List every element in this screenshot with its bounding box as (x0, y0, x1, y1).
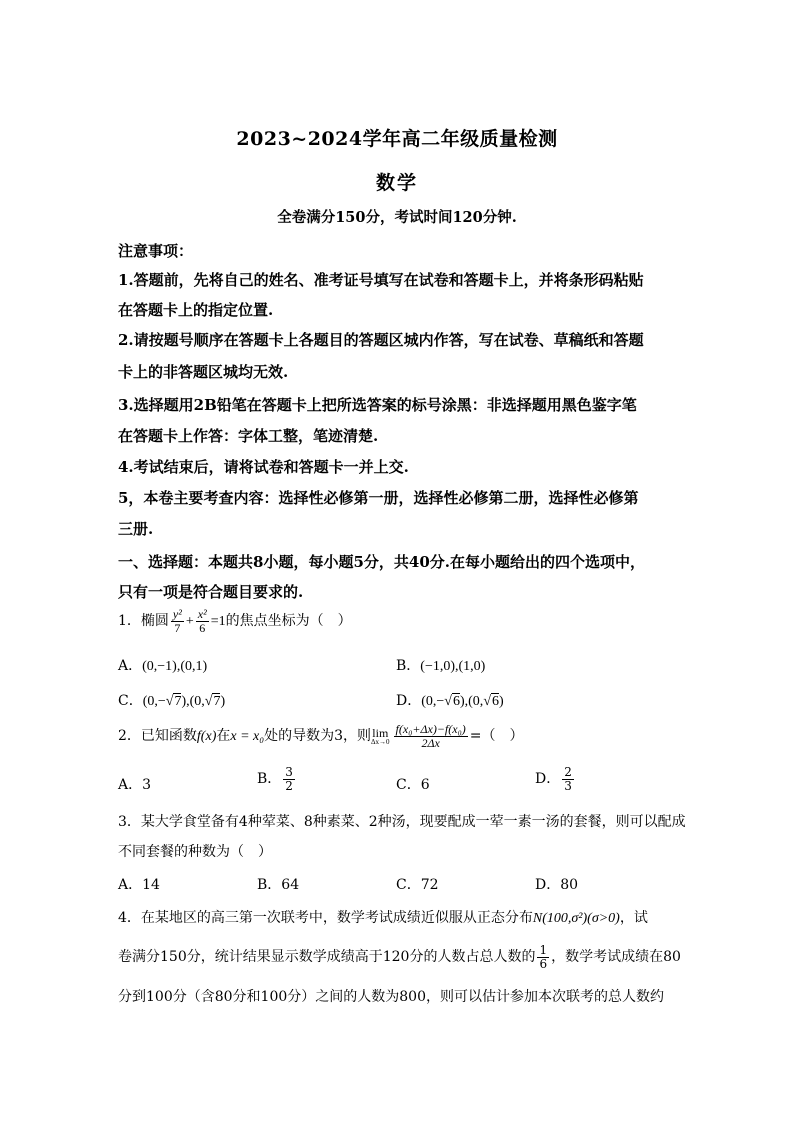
q1-option-a: A．(0,−1),(0,1) (118, 658, 208, 674)
question-4: 4．在某地区的高三第一次联考中，数学考试成绩近似服从正态分布N(100,σ²)(σ>0)，试 (118, 910, 648, 926)
note-line: 2.请按题号顺序在答题卡上各题目的答题区城内作答，写在试卷、草稿纸和答题 (118, 331, 644, 349)
question-3: 3．某大学食堂备有4种荤菜、8种素菜、2种汤，现要配成一荤一素一汤的套餐，则可以配成 (118, 814, 686, 830)
question-4-cont: 卷满分150分，统计结果显示数学成绩高于120分的人数占总人数的 $\frac{1}{6}$ ，数学考试成绩在80 (118, 943, 681, 971)
notes-heading: 注意事项： (118, 242, 194, 260)
q4-distribution: N(100,σ²)(σ>0) (532, 911, 620, 926)
q2-option-c: C．6 (396, 777, 430, 793)
note-line: 1.答题前，先将自己的姓名、准考证号填写在试卷和答题卡上，并将条形码粘贴 (118, 271, 644, 289)
q3-option-c: C．72 (396, 877, 439, 893)
section-heading: 一、选择题：本题共8小题，每小题5分，共40分.在每小题给出的四个选项中， (118, 553, 645, 571)
question-1: 1．椭圆 $\frac{\text{y²}}{7}$ + $\frac{\text{x²}}{6}$ =1的焦点坐标为（ ） (118, 607, 352, 635)
q3-option-a: A．14 (118, 877, 160, 893)
note-line: 3.选择题用2B铅笔在答题卡上把所选答案的标号涂黑：非选择题用黑色鉴字笔 (118, 396, 637, 414)
note-line: 卡上的非答题区城均无效. (118, 363, 289, 381)
q2-option-b: B． $\frac{3}{2}$ (257, 765, 293, 793)
note-line: 4.考试结束后，请将试卷和答题卡一并上交. (118, 458, 409, 476)
note-line: 三册. (118, 520, 154, 538)
note-line: 5，本卷主要考查内容：选择性必修第一册，选择性必修第二册，选择性必修第 (118, 489, 639, 507)
q2-limit: lim Δx→0 (371, 725, 390, 746)
exam-title: 2023~2024学年高二年级质量检测 (236, 128, 558, 150)
q2-option-d: D． $\frac{2}{3}$ (535, 765, 572, 793)
q3-option-b: B．64 (257, 877, 300, 893)
q2-option-a: A．3 (118, 777, 152, 793)
q1-suffix: 的焦点坐标为（ ） (225, 613, 352, 630)
exam-info: 全卷满分150分，考试时间120分钟. (277, 209, 517, 226)
question-3-cont: 不同套餐的种数为（ ） (118, 844, 272, 860)
q3-option-d: D．80 (535, 877, 579, 893)
q1-option-d: D．(0,−√6),(0,√6) (396, 693, 504, 709)
subject-title: 数学 (375, 172, 418, 194)
note-line: 在答题卡上作答：字体工整，笔迹清楚. (118, 427, 379, 445)
q2-fraction: $\frac{\text{f(x₀+Δx)−f(x₀)}}{2\Delta x}$ (395, 722, 466, 750)
q1-option-c: C．(0,−√7),(0,√7) (118, 693, 226, 709)
note-line: 在答题卡上的指定位置. (118, 301, 274, 319)
q1-option-b: B．(−1,0),(1,0) (396, 658, 486, 674)
q1-fraction-x: $\frac{\text{x²}}{6}$ (197, 607, 207, 635)
q1-fraction-y: $\frac{\text{y²}}{7}$ (172, 607, 182, 635)
question-2: 2．已知函数f(x)在x = x₀处的导数为3，则 lim Δx→0 $\frac{\text{f(x₀+Δx)−f(x₀)}}{2\Delta x}$ =（ ） (118, 722, 524, 750)
section-heading-cont: 只有一项是符合题目要求的. (118, 583, 304, 601)
question-4-cont2: 分到100分（含80分和100分）之间的人数为800，则可以估计参加本次联考的总人数约 (118, 989, 664, 1005)
q1-prefix: 1．椭圆 (118, 613, 169, 630)
